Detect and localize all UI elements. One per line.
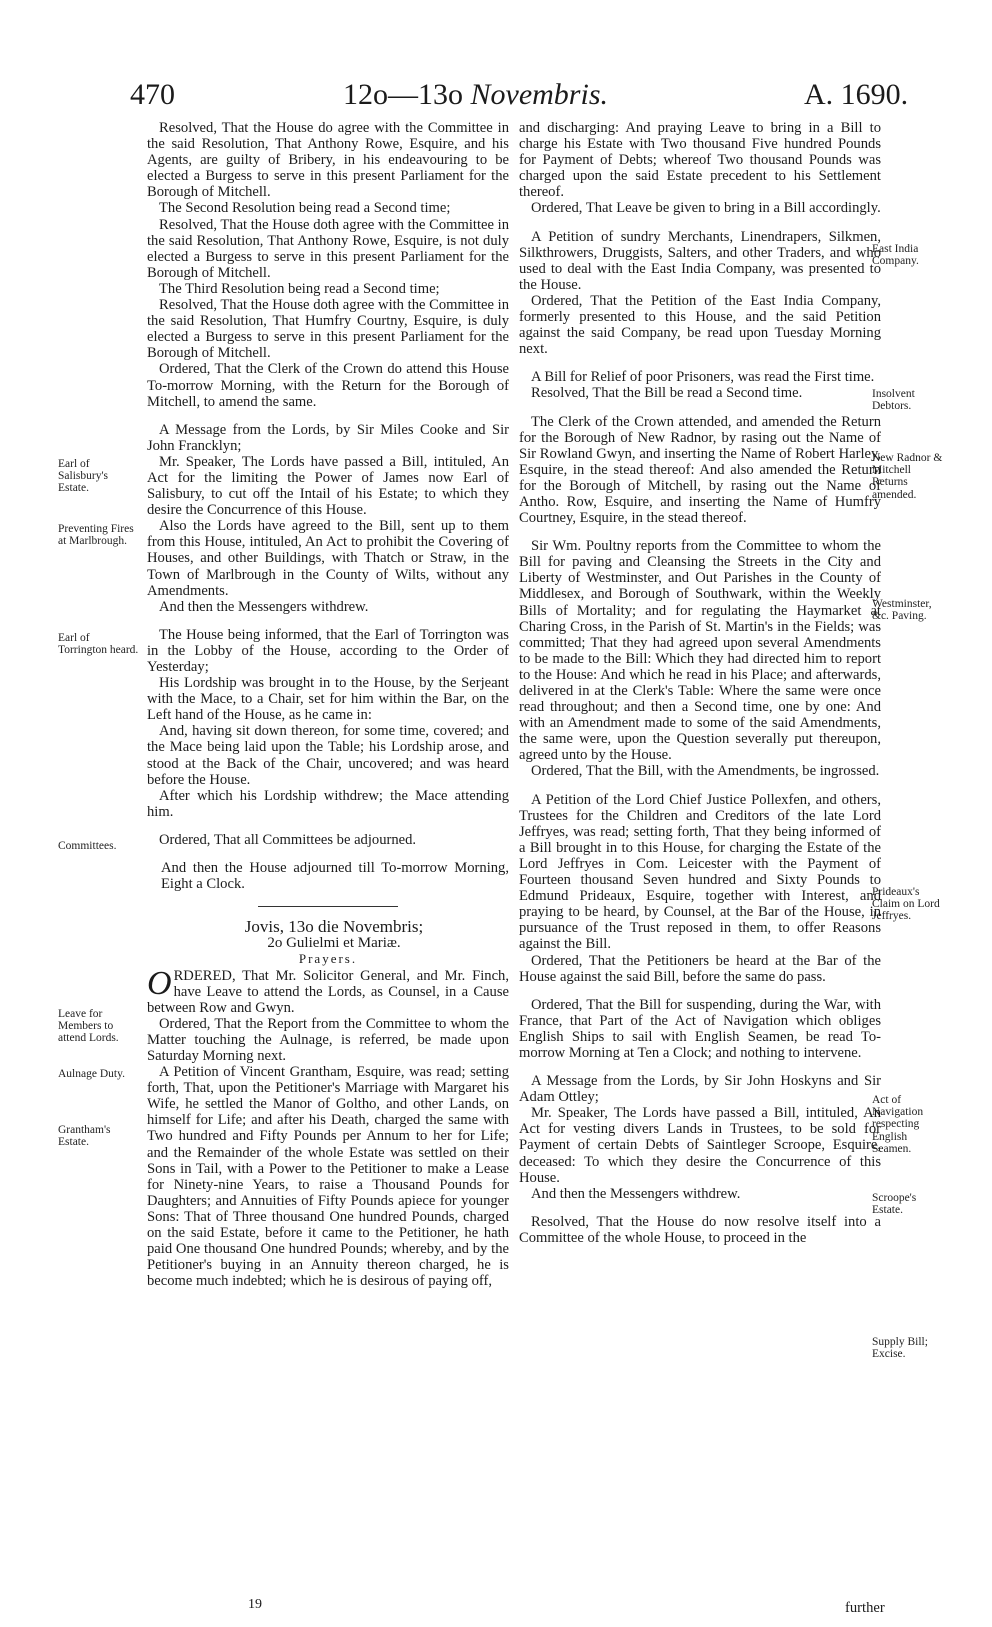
paragraph: A Message from the Lords, by Sir John Hoskyns and Sir Adam Ottley;	[519, 1073, 881, 1106]
paragraph: The Third Resolution being read a Second time;	[159, 280, 440, 297]
header-year: A. 1690.	[804, 78, 909, 111]
header-date-range: 12o—13o	[343, 78, 463, 111]
paragraph: A Message from the Lords, by Sir Miles Cooke and Sir John Francklyn;	[147, 421, 509, 454]
right-column	[519, 120, 881, 1246]
paragraph: Mr. Speaker, The Lords have passed a Bill, intituled, An Act for the limiting the Power of James now Earl of Salisbury, to cut off the Intail of his Estate; to which they desire the Concurrence of this House.	[147, 453, 509, 519]
paragraph: Resolved, That the Bill be read a Second time.	[531, 385, 803, 402]
paragraph: Ordered, That Leave be given to bring in a Bill accordingly.	[531, 200, 881, 217]
margin-note: Prideaux's Claim on Lord Jeffryes.	[872, 886, 940, 923]
left-column	[147, 120, 509, 1289]
reign-heading: 2o Gulielmi et Mariæ.	[267, 935, 401, 952]
adjournment-paragraph: And then the House adjourned till To-morrow Morning, Eight a Clock.	[161, 860, 509, 893]
drop-cap: O	[147, 964, 172, 1002]
paragraph: Mr. Speaker, The Lords have passed a Bill, intituled, An Act for vesting divers Lands in Trustees, to be sold for Payment of certain Debts of Saintleger Scroope, Esquire, deceased: To which they desire the Concurrence of this House.	[519, 1105, 881, 1186]
margin-note: New Radnor & Mitchell Returns amended.	[872, 452, 943, 501]
margin-note: Aulnage Duty.	[58, 1068, 125, 1080]
section-divider	[258, 906, 398, 907]
margin-note: East India Company.	[872, 243, 919, 268]
paragraph: Also the Lords have agreed to the Bill, sent up to them from this House, intituled, An Act to prohibit the Covering of Houses, and other Buildings, with Thatch or Straw, in the Town of Marlbrough in the County of Wilts, without any Amendments.	[147, 518, 509, 599]
paragraph: And then the Messengers withdrew.	[159, 598, 369, 615]
paragraph: A Petition of sundry Merchants, Linendrapers, Silkmen, Silkthrowers, Druggists, Salters, and other Traders, and who used to deal with the East India Company, was presented to the House.	[519, 228, 881, 293]
paragraph: and discharging: And praying Leave to bring in a Bill to charge his Estate with Two thousand Five hundred Pounds for Payment of Debts; whereof Two thousand Pounds was charged upon the said Estate precedent to his Settlement thereof.	[519, 120, 881, 201]
paragraph: His Lordship was brought in to the House, by the Serjeant with the Mace, to a Chair, set for him within the Bar, on the Left hand of the House, as he came in:	[147, 675, 509, 724]
paragraph: The Clerk of the Crown attended, and amended the Return for the Borough of New Radnor, by rasing out the Name of Sir Rowland Gwyn, and inserting the Name of Robert Harley, Esquire, in the stead thereof: And also amended the Return for the Borough of Mitchell, by rasing out the Name of Antho. Row, Esquire, and inserting the Name of Humfry Courtney, Esquire, in the stead thereof.	[519, 413, 881, 527]
margin-note: Preventing Fires at Marlbrough.	[58, 523, 134, 548]
paragraph: A Petition of Vincent Grantham, Esquire, was read; setting forth, That, upon the Petitioner's Marriage with Margaret his Wife, he settled the Manor of Goltho, and other Lands, on himself for Life; and after his Death, charged the same with Two hundred and Fifty Pounds per Annum to her for Life; and the Remainder of the whole Estate was settled on their Sons in Tail, with a Power to the Petitioner to make a Lease for Ninety-nine Years, to raise a Thousand Pounds for Daughters; and Annuities of Fifty Pounds apiece for younger Sons: That of Three thousand One hundred Pounds, charged on the said Estate, before it came to the Petitioner, he hath paid One thousand One hundred Pounds; whereby, and by the Petitioner's buying in an Annuity thereon charged, he is become much indebted; which he is desirous of paying off,	[147, 1064, 509, 1290]
margin-note: Grantham's Estate.	[58, 1124, 111, 1149]
header-month: Novembris.	[470, 78, 608, 111]
paragraph: And, having sit down thereon, for some time, covered; and the Mace being laid upon the Table; his Lordship arose, and stood at the Back of the Chair, uncovered; and was heard before the House.	[147, 723, 509, 788]
page-number: 470	[130, 78, 175, 111]
paragraph: The Second Resolution being read a Second time;	[159, 200, 451, 217]
paragraph: After which his Lordship withdrew; the Mace attending him.	[147, 787, 509, 820]
paragraph: Sir Wm. Poultny reports from the Committee to whom the Bill for paving and Cleansing the Streets in the City and Liberty of Westminster, and Out Parishes in the County of Middlesex, and Borough of Southwark, within the Weekly Bills of Mortality; and for regulating the Haymarket at Charing Cross, in the Parish of St. Martin's in the Fields; was committed; That they had agreed upon several Amendments to be made to the Bill: Which they had directed him to report to the House: And which he read in his Place; and afterwards, delivered in at the Clerk's Table: Where the same were once read throughout; and then a Second time, one by one: And with an Amendment made to some of the said Amendments, the same were, upon the Question severally put thereupon, agreed unto by the House.	[519, 538, 881, 764]
paragraph: Ordered, That the Clerk of the Crown do attend this House To-morrow Morning, with the Return for the Borough of Mitchell, to amend the same.	[147, 361, 509, 410]
paragraph: Resolved, That the House do agree with the Committee in the said Resolution, That Anthony Rowe, Esquire, and his Agents, are guilty of Bribery, in his endeavouring to be elected a Burgess to serve in this present Parliament for the Borough of Mitchell.	[147, 120, 509, 201]
margin-note: Committees.	[58, 840, 117, 852]
paragraph: Ordered, That all Committees be adjourned.	[159, 831, 417, 848]
margin-note: Supply Bill; Excise.	[872, 1336, 928, 1361]
paragraph: Ordered, That the Bill for suspending, during the War, with France, that Part of the Act of Navigation which obliges English Ships to sail with English Seamen, be read To-morrow Morning at Ten a Clock; and nothing to intervene.	[519, 996, 881, 1061]
catchword: further	[845, 1600, 885, 1616]
paragraph: Ordered, That the Petition of the East India Company, formerly presented to this House, and the said Petition against the said Company, be read upon Tuesday Morning next.	[519, 292, 881, 358]
margin-note: Scroope's Estate.	[872, 1192, 917, 1217]
margin-note: Westminster, &c. Paving.	[872, 598, 932, 623]
prayers-heading: Prayers.	[298, 951, 358, 967]
margin-note: Earl of Torrington heard.	[58, 632, 139, 657]
header-date	[343, 78, 608, 112]
paragraph: And then the Messengers withdrew.	[531, 1185, 741, 1202]
paragraph: A Bill for Relief of poor Prisoners, was read the First time.	[531, 369, 875, 386]
paragraph: Resolved, That the House do now resolve itself into a Committee of the whole House, to proceed in the	[519, 1213, 881, 1246]
page-signature: 19	[248, 1597, 262, 1612]
paragraph: A Petition of the Lord Chief Justice Pollexfen, and others, Trustees for the Children and Creditors of the late Lord Jeffryes, was read; setting forth, That they being informed of a Bill brought in to this House, for charging the Estate of the Lord Jeffryes in Com. Leicester with the Payment of Fourteen thousand Seven hundred and Sixty Pounds to Edmund Prideaux, Esquire, together with Interest, and praying to be heard, by Counsel, at the Bar of the House, in pursuance of the Trust reposed in them, to offer Reasons against the Bill.	[519, 791, 881, 953]
paragraph: Ordered, That the Petitioners be heard at the Bar of the House against the said Bill, before the same do pass.	[519, 952, 881, 985]
paragraph-text: RDERED, That Mr. Solicitor General, and Mr. Finch, have Leave to attend the Lords, as Counsel, in a Cause between Row and Gwyn.	[147, 967, 509, 1016]
paragraph: The House being informed, that the Earl of Torrington was in the Lobby of the House, according to the Order of Yesterday;	[147, 626, 509, 675]
margin-note: Leave for Members to attend Lords.	[58, 1008, 119, 1045]
day-heading: Jovis, 13o die Novembris;	[244, 917, 424, 937]
margin-note: Act of Navigation respecting English Seamen.	[872, 1094, 924, 1155]
paragraph	[147, 964, 509, 1016]
paragraph: Ordered, That the Report from the Committee to whom the Matter touching the Aulnage, is referred, be made upon Saturday Morning next.	[147, 1015, 509, 1064]
paragraph: Resolved, That the House doth agree with the Committee in the said Resolution, That Humfry Courtny, Esquire, is duly elected a Burgess to serve in this present Parliament for the Borough of Mitchell.	[147, 297, 509, 362]
paragraph: Resolved, That the House doth agree with the Committee in the said Resolution, That Anthony Rowe, Esquire, is not duly elected a Burgess to serve in this present Parliament for the Borough of Mitchell.	[147, 216, 509, 281]
margin-note: Earl of Salisbury's Estate.	[58, 458, 108, 495]
paragraph: Ordered, That the Bill, with the Amendments, be ingrossed.	[531, 763, 880, 780]
margin-note: Insolvent Debtors.	[872, 388, 915, 413]
